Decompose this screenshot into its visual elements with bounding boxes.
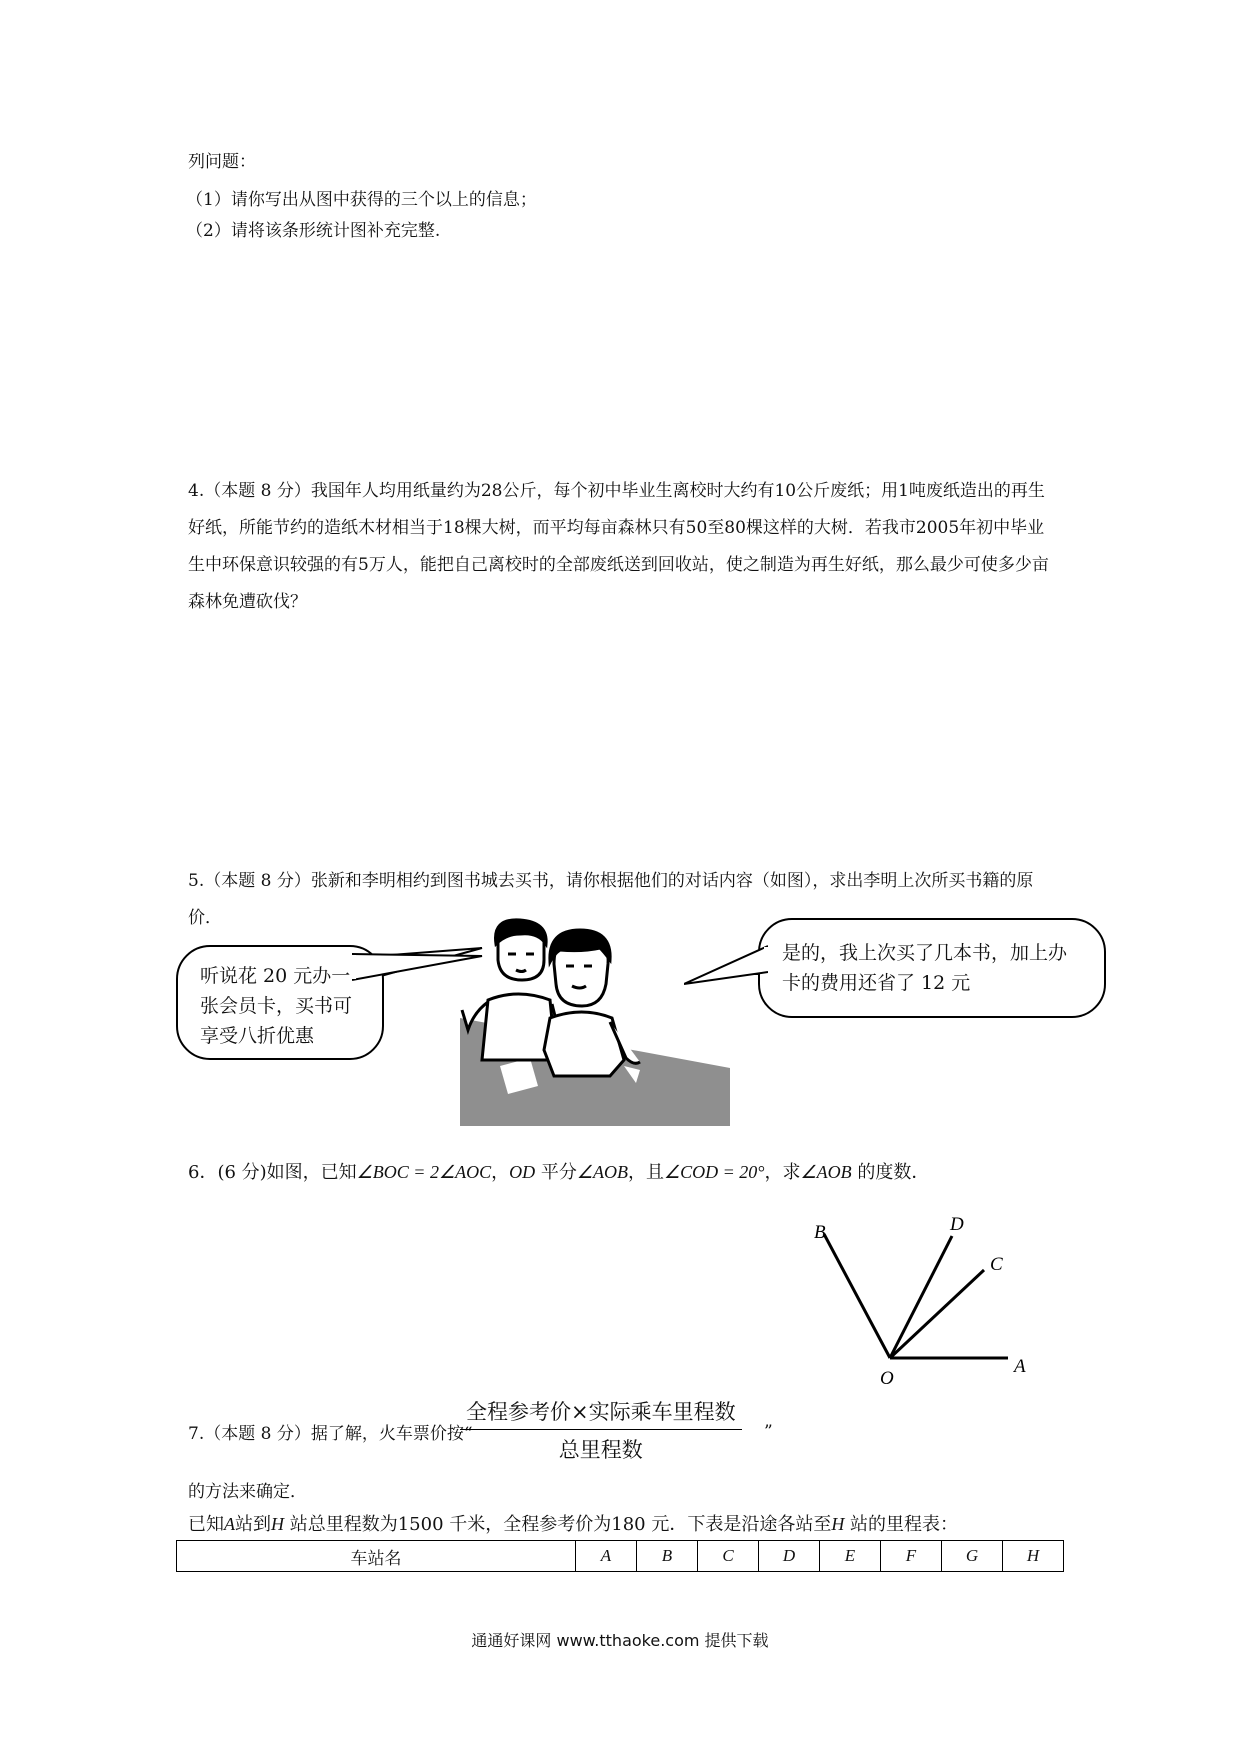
q7-suffix: ”	[764, 1422, 773, 1442]
bubble-left-pointer	[352, 946, 492, 986]
q7-text: 站总里程数为1500 千米，全程参考价为180 元．下表是沿途各站至	[284, 1514, 832, 1535]
q6-text: ，求	[764, 1162, 801, 1183]
q6-math-4: ∠COD = 20°	[663, 1162, 765, 1182]
station-cell: C	[698, 1541, 759, 1572]
table-row	[177, 1541, 1064, 1572]
label-c: C	[990, 1254, 1003, 1275]
q6-text: 的度数．	[851, 1162, 930, 1183]
q6-text: 6．(6 分)如图，已知	[188, 1162, 357, 1183]
q7-text: 已知	[188, 1514, 224, 1535]
q7-math-h: H	[271, 1514, 284, 1534]
question-5: 5.（本题 8 分）张新和李明相约到图书城去买书，请你根据他们的对话内容（如图），求出李明上次所买书籍的原价．	[188, 871, 1034, 928]
ray-oc	[890, 1270, 984, 1358]
angle-diagram	[800, 1210, 1060, 1390]
formula-denominator: 总里程数	[558, 1438, 643, 1462]
q6-math-5: ∠AOB	[800, 1162, 852, 1182]
q6-text: 平分	[535, 1162, 577, 1183]
q7-math-h2: H	[831, 1514, 845, 1534]
q7-prefix: 7.（本题 8 分）据了解，火车票价按“	[188, 1424, 473, 1444]
q6-math-2: OD	[509, 1162, 536, 1182]
station-cell: A	[576, 1541, 637, 1572]
intro-line-1: 列问题：	[188, 152, 256, 172]
speech-bubble-right: 是的，我上次买了几本书，加上办卡的费用还省了 12 元	[758, 918, 1106, 1018]
q7-math-a: A	[224, 1514, 235, 1534]
q6-math-3: ∠AOB	[576, 1162, 628, 1182]
label-b: B	[814, 1222, 826, 1243]
q7-line-2: 的方法来确定．	[188, 1482, 307, 1502]
q6-text: ，	[491, 1162, 510, 1183]
intro-line-2: （1）请你写出从图中获得的三个以上的信息；	[186, 190, 537, 210]
table-header-cell: 车站名	[177, 1541, 576, 1572]
label-a: A	[1014, 1356, 1026, 1377]
ray-ob	[824, 1234, 890, 1358]
label-o: O	[880, 1368, 894, 1389]
price-formula	[460, 1396, 742, 1464]
person-liming	[544, 930, 640, 1076]
intro-line-3: （2）请将该条形统计图补充完整.	[186, 221, 441, 241]
q6-text: ，且	[627, 1162, 664, 1183]
q6-math-1: ∠BOC = 2∠AOC	[356, 1162, 492, 1182]
station-cell: H	[1003, 1541, 1064, 1572]
page-footer: 通通好课网 www.tthaoke.com 提供下载	[471, 1631, 769, 1650]
formula-numerator: 全程参考价×实际乘车里程数	[460, 1396, 742, 1430]
bubble-right-pointer	[684, 938, 768, 986]
station-cell: B	[637, 1541, 698, 1572]
q7-text: 站的里程表：	[844, 1514, 959, 1535]
station-mileage-table	[176, 1540, 1064, 1572]
q7-text: 站到	[235, 1514, 271, 1535]
label-d: D	[950, 1214, 964, 1235]
ray-od	[890, 1236, 952, 1358]
speech-bubble-left: 听说花 20 元办一张会员卡，买书可享受八折优惠	[176, 945, 384, 1060]
question-4: 4.（本题 8 分）我国年人均用纸量约为28公斤，每个初中毕业生离校时大约有10公斤废纸；用1吨废纸造出的再生好纸，所能节约的造纸木材相当于18棵大树，而平均每亩森林只有50至80棵这样的大树．若我市2005年初中毕业生中环保意识较强的有5万人，能把自己离校时的全部废纸送到回收站，使之制造为再生好纸，那么最少可使多少亩森林免遭砍伐？	[188, 481, 1049, 612]
question-6	[188, 1160, 929, 1185]
station-cell: G	[942, 1541, 1003, 1572]
q7-line-3	[188, 1512, 958, 1537]
station-cell: D	[759, 1541, 820, 1572]
station-cell: F	[881, 1541, 942, 1572]
station-cell: E	[820, 1541, 881, 1572]
